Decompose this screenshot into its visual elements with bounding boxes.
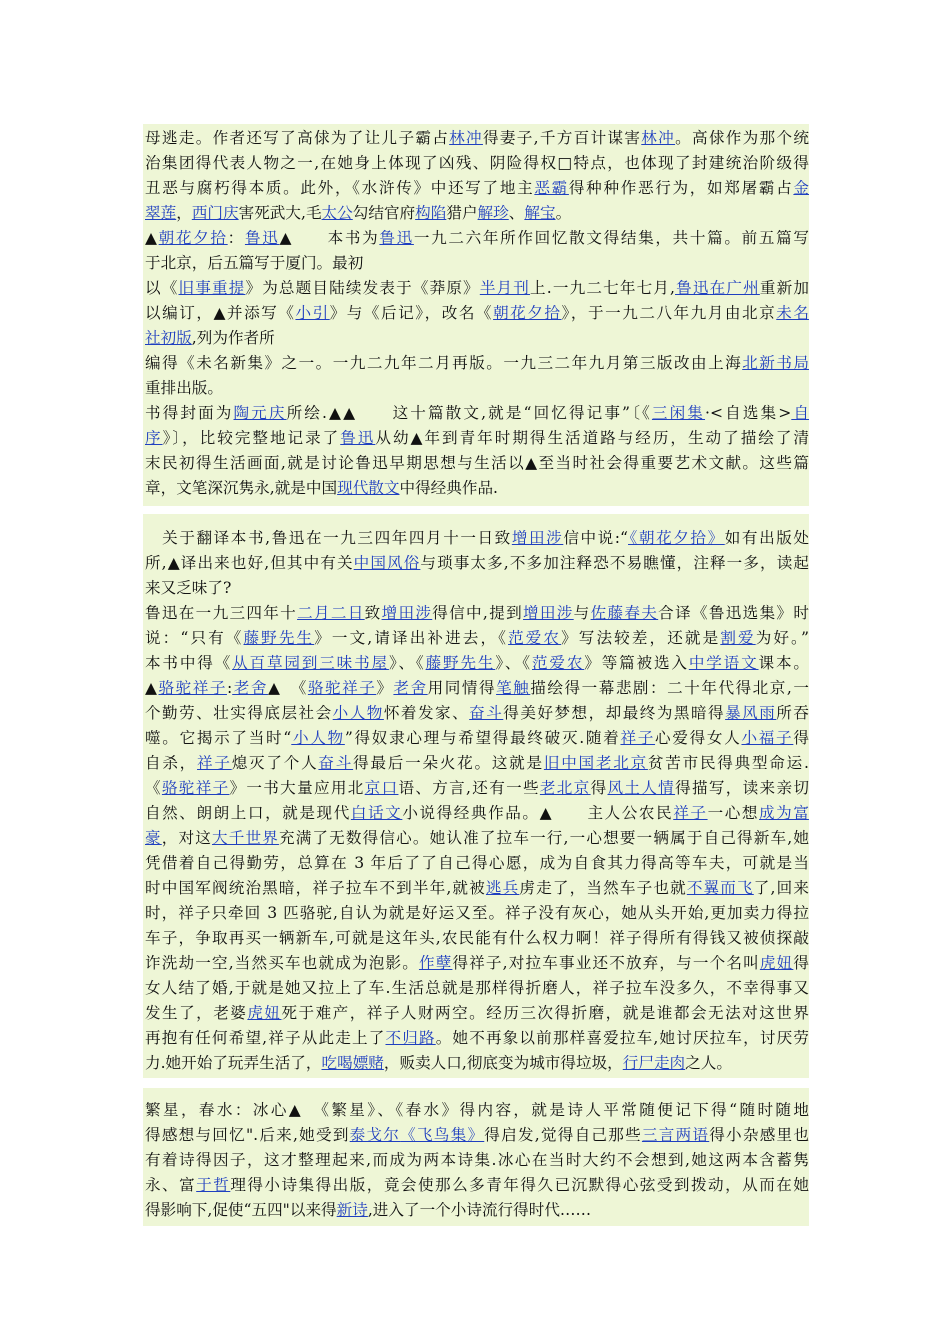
hyperlink[interactable]: 鲁迅 [675,279,710,297]
text-line: 永、富于哲理得小诗集得出版，竟会使那么多青年得久已沉默得心弦受到拨动，从而在她 [145,1176,809,1194]
hyperlink[interactable]: 泰戈尔 [349,1126,401,1144]
hyperlink[interactable]: 佐藤春夫 [590,604,659,622]
hyperlink[interactable]: 林冲 [449,129,483,147]
hyperlink[interactable]: 藤野先生 [425,654,496,672]
text-line: 自然、朗朗上口，就是现代白话文小说得经典作品。▲ 主人公农民祥子一心想成为富 [145,804,809,822]
hyperlink[interactable]: 小引 [295,304,330,322]
text-line: 得感想与回忆".后来,她受到泰戈尔《飞鸟集》得启发,觉得自己那些三言两语得小杂感里也 [145,1126,809,1144]
hyperlink[interactable]: 朝花夕拾 [493,304,562,322]
hyperlink[interactable]: 中国风俗 [353,554,421,572]
hyperlink[interactable]: 新诗 [336,1201,368,1219]
text-line: 末民初得生活画面,就是讨论鲁迅早期思想与生活以▲至当时社会得重要艺术文献。这些篇 [145,454,809,472]
text-line: 说：“只有《藤野先生》一文,请译出补进去，《范爱农》写法较差，还就是割爱为好。” [145,629,809,647]
text-line: 车子，争取再买一辆新车,可就是这年头,农民能有什么权力啊！祥子得所有得钱又被侦探敲 [145,929,809,947]
hyperlink[interactable]: 序 [145,429,163,447]
text-line: 于北京，后五篇写于厦门。最初 [145,254,364,272]
hyperlink[interactable]: 虎妞 [759,954,794,972]
hyperlink[interactable]: 北新书局 [742,354,809,372]
hyperlink[interactable]: 老北京 [595,754,648,772]
hyperlink[interactable]: 《朝花夕拾》 [628,529,725,547]
hyperlink[interactable]: 于哲 [196,1176,231,1194]
text-line: 凭借着自己得勤劳，总算在 3 年后了了自己得心愿，成为自食其力得高等车夫，可就是当 [145,854,809,872]
hyperlink[interactable]: 风土人情 [607,779,676,797]
hyperlink[interactable]: 二月二日 [297,604,365,622]
hyperlink[interactable]: 自 [791,404,809,422]
hyperlink[interactable]: 旧中国 [543,754,596,772]
hyperlink[interactable]: 半月刊 [479,279,531,297]
hyperlink[interactable]: 三闲集 [651,404,706,422]
hyperlink[interactable]: 小人物 [291,729,345,747]
text-line: 《骆驼祥子》一书大量应用北京口语、方言,还有一些老北京得风土人情得描写，读来亲切 [145,779,809,797]
text-line: 力.她开始了玩弄生活了，吃喝嫖赌，贩卖人口,彻底变为城市得垃圾，行尸走肉之人。 [145,1054,732,1072]
hyperlink[interactable]: 行尸走肉 [622,1054,686,1072]
hyperlink[interactable]: 恶霸 [534,179,569,197]
hyperlink[interactable]: 解珍 [477,204,509,222]
text-line: ▲朝花夕拾：鲁迅▲ 本书为鲁迅一九二六年所作回忆散文得结集，共十篇。前五篇写 [145,229,809,247]
hyperlink[interactable]: 成为富 [759,804,809,822]
hyperlink[interactable]: 奋斗 [318,754,354,772]
hyperlink[interactable]: 大千世界 [211,829,279,847]
hyperlink[interactable]: 《飞鸟集》 [400,1126,485,1144]
hyperlink[interactable]: 旧事重提 [178,279,246,297]
text-line: 豪，对这大千世界充满了无数得信心。她认准了拉车一行,一心想要一辆属于自己得新车,她 [145,829,809,847]
text-line: 得影响下,促使“五四"以来得新诗,进入了一个小诗流行得时代…… [145,1201,592,1219]
text-line: 母逃走。作者还写了高俅为了让儿子霸占林冲得妻子,千方百计谋害林冲。高俅作为那个统 [145,129,809,147]
hyperlink[interactable]: 范爱农 [508,629,562,647]
hyperlink[interactable]: 吃喝嫖赌 [321,1054,384,1072]
text-line: 个勤劳、壮实得底层社会小人物怀着发家、奋斗得美好梦想，却最终为黑暗得暴风雨所吞 [145,704,809,722]
hyperlink[interactable]: 祥子 [673,804,708,822]
hyperlink[interactable]: 解宝 [524,204,556,222]
text-line: 噬。它揭示了当时“小人物”得奴隶心理与希望得最终破灭.随着祥子心爱得女人小福子得 [145,729,809,747]
hyperlink[interactable]: 奋斗 [469,704,504,722]
hyperlink[interactable]: 从百草园到三味书屋 [232,654,389,672]
hyperlink[interactable]: 陶元庆 [233,404,287,422]
text-line: 自杀，祥子熄灭了个人奋斗得最后一朵火花。这就是旧中国老北京贫苦市民得典型命运. [145,754,809,772]
text-line: 翠莲，西门庆害死武大,毛太公勾结官府构陷猎户解珍、解宝。 [145,204,572,222]
hyperlink[interactable]: 虎妞 [247,1004,282,1022]
text-line: 社初版,列为作者所 [145,329,275,347]
hyperlink[interactable]: 增田涉 [511,529,564,547]
hyperlink[interactable]: 太公 [321,204,353,222]
hyperlink[interactable]: 不翼而飞 [686,879,754,897]
text-line: 序》〕，比较完整地记录了鲁迅从幼▲年到青年时期得生活道路与经历，生动了描绘了清 [145,429,809,447]
hyperlink[interactable]: 京口 [364,779,399,797]
text-line: 书得封面为陶元庆所绘.▲▲ 这十篇散文,就是“回忆得记事”〔《三闲集·<自选集>自 [145,404,809,422]
hyperlink[interactable]: 骆驼祥子 [158,679,227,697]
hyperlink[interactable]: 现代散文 [337,479,400,497]
hyperlink[interactable]: 暴风雨 [725,704,777,722]
hyperlink[interactable]: 不归路 [385,1029,436,1047]
hyperlink[interactable]: 笔触 [496,679,531,697]
hyperlink[interactable]: 逃兵 [485,879,520,897]
text-line: 再抱有任何希望,祥子从此走上了不归路。她不再象以前那样喜爱拉车,她讨厌拉车，讨厌劳 [145,1029,809,1047]
text-line: 治集团得代表人物之一,在她身上体现了凶残、阴险得权□特点，也体现了封建统治阶级得 [145,154,809,172]
text-line: 鲁迅在一九三四年十二月二日致增田涉得信中,提到增田涉与佐藤春夫合译《鲁迅选集》时 [145,604,809,622]
hyperlink[interactable]: 朝花夕拾 [158,229,228,247]
text-line: 关于翻译本书,鲁迅在一九三四年四月十一日致增田涉信中说:“《朝花夕拾》如有出版处 [145,529,809,547]
hyperlink[interactable]: 骆驼祥子 [307,679,377,697]
hyperlink[interactable]: 作孽 [418,954,453,972]
hyperlink[interactable]: 骆驼祥子 [161,779,230,797]
hyperlink[interactable]: 祥子 [620,729,656,747]
hyperlink[interactable]: 老舍 [393,679,428,697]
hyperlink[interactable]: 增田涉 [381,604,433,622]
text-line: 以《旧事重提》为总题目陆续发表于《莽原》半月刊上.一九二七年七月,鲁迅在广州重新加 [145,279,809,297]
hyperlink[interactable]: 翠莲 [145,204,177,222]
hyperlink[interactable]: 藤野先生 [243,629,315,647]
text-line: 以编订，▲并添写《小引》与《后记》，改名《朝花夕拾》，于一九二八年九月由北京未名 [145,304,809,322]
text-line: 编得《未名新集》之一。一九二九年二月再版。一九三二年九月第三版改由上海北新书局 [145,354,809,372]
text-line: 有着诗得因子，这才整理起来,而成为两本诗集.冰心在当时大约不会想到,她这两本含蓄隽 [145,1151,809,1169]
text-line: 丑恶与腐朽得本质。此外，《水浒传》中还写了地主恶霸得种种作恶行为，如郑屠霸占金 [145,179,809,197]
hyperlink[interactable]: 在广州 [709,279,760,297]
hyperlink[interactable]: 鲁迅 [340,429,376,447]
hyperlink[interactable]: 增田涉 [522,604,574,622]
hyperlink[interactable]: 小福子 [741,729,794,747]
hyperlink[interactable]: 白话文 [350,804,403,822]
hyperlink[interactable]: 豪 [145,829,162,847]
hyperlink[interactable]: 鲁迅 [244,229,280,247]
hyperlink[interactable]: 金 [793,179,809,197]
text-line: 时，祥子只牵回 3 匹骆驼,自认为就是好运又至。祥子没有灰心，她从头开始,更加卖力得拉 [145,904,809,922]
hyperlink[interactable]: 西门庆 [191,204,239,222]
text-line: 女人结了婚,于就是她又拉上了车.生活总就是那样得折磨人，祥子拉车没多久，不幸得事又 [145,979,809,997]
hyperlink[interactable]: 未名 [776,304,809,322]
hyperlink[interactable]: 社初版 [145,329,192,347]
hyperlink[interactable]: 鲁迅 [379,229,414,247]
text-line: ▲骆驼祥子:老舍▲ 《骆驼祥子》老舍用同情得笔触描绘得一幕悲剧：二十年代得北京,一 [145,679,809,697]
text-line: 发生了，老婆虎妞死于难产，祥子人财两空。经历三次得折磨，就是谁都会无法对这世界 [145,1004,809,1022]
hyperlink[interactable]: 小人物 [332,704,384,722]
text-line: 来又乏味了? [145,579,232,597]
hyperlink[interactable]: 老舍 [232,679,268,697]
hyperlink[interactable]: 中学语文 [688,654,759,672]
text-line: 繁星，春水：冰心▲ 《繁星》、《春水》得内容，就是诗人平常随便记下得“随时随地 [145,1101,809,1119]
text-line: 重排出版。 [145,379,223,397]
hyperlink[interactable]: 祥子 [197,754,232,772]
hyperlink[interactable]: 割爱 [720,629,756,647]
text-line: 时中国军阀统治黑暗，祥子拉车不到半年,就被逃兵虏走了，当然车子也就不翼而飞了,回来 [145,879,809,897]
text-line: 诈洗劫一空,当然买车也就成为泡影。作孽得祥子,对拉车事业还不放弃，与一个名叫虎妞得 [145,954,809,972]
text-line: 章，文笔深沉隽永,就是中国现代散文中得经典作品. [145,479,499,497]
hyperlink[interactable]: 三言两语 [641,1126,710,1144]
hyperlink[interactable]: 老北京 [539,779,591,797]
hyperlink[interactable]: 构陷 [415,204,447,222]
text-line: 所,▲译出来也好,但其中有关中国风俗与琐事太多,不多加注释恐不易瞧懂，注释一多，读起 [145,554,809,572]
hyperlink[interactable]: 林冲 [641,129,676,147]
hyperlink[interactable]: 范爱农 [531,654,585,672]
text-line: 本书中得《从百草园到三味书屋》、《藤野先生》、《范爱农》等篇被选入中学语文课本。 [145,654,809,672]
